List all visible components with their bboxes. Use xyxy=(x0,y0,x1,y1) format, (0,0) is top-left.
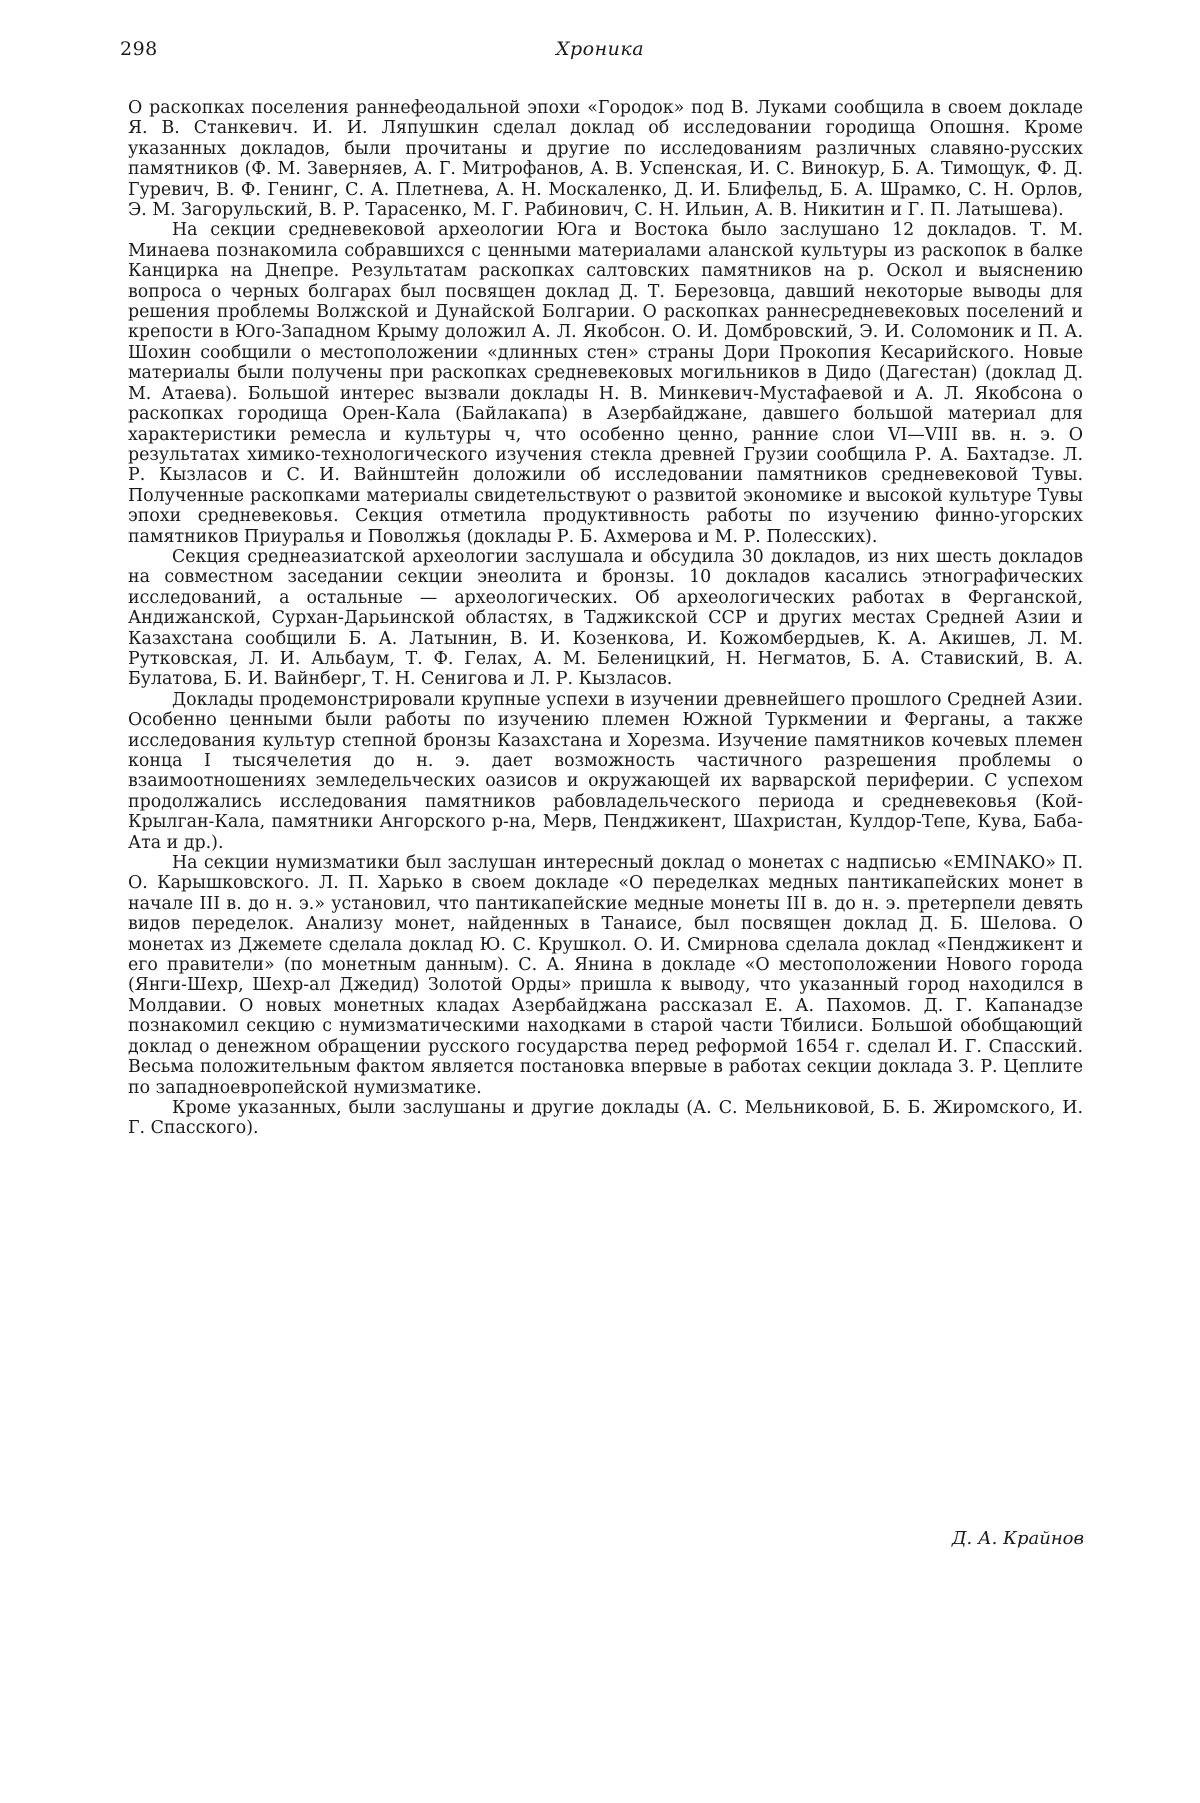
paragraph-central-asia-results: Доклады продемонстрировали крупные успехи в изучении древнейшего прошлого Средней Азии. Особенно ценными были работы по изучению племен Южной Туркмении и Ферганы, а также исследования культур степной бронзы Казахстана и Хорезма. Изучение памятников кочевых племен конца I тысячелетия до н. э. дает возможность частичного разрешения проблемы о взаимоотношениях земледельческих оазисов и окружающей их варварской периферии. С успехом продолжались исследования памятников рабовладельческого периода и средневековья (Кой-Крылган-Кала, памятники Ангорского р-на, Мерв, Пенджикент, Шахристан, Кулдор-Тепе, Кува, Баба-Ата и др.). xyxy=(128,689,1083,853)
paragraph-medieval-archaeology-section: На секции средневековой археологии Юга и Востока было заслушано 12 докладов. Т. М. Минаева познакомила собравшихся с ценными материалами аланской культуры из раскопок в балке Канцирка на Днепре. Результатам раскопках салтовских памятников на р. Оскол и выяснению вопроса о черных болгарах был посвящен доклад Д. Т. Березовца, давший некоторые выводы для решения проблемы Волжской и Дунайской Болгарии. О раскопках раннесредневековых поселений и крепости в Юго-Западном Крыму доложил А. Л. Якобсон. О. И. Домбровский, Э. И. Соломоник и П. А. Шохин сообщили о местоположении «длинных стен» страны Дори Прокопия Кесарийского. Новые материалы были получены при раскопках средневековых могильников в Дидо (Дагестан) (доклад Д. М. Атаева). Большой интерес вызвали доклады Н. В. Минкевич-Мустафаевой и А. Л. Якобсона о раскопках городища Орен-Кала (Байлакапа) в Азербайджане, давшего большой материал для характеристики ремесла и культуры ч, что особенно ценно, ранние слои VI—VIII вв. н. э. О результатах химико-технологического изучения стекла древней Грузии сообщила Р. А. Бахтадзе. Л. Р. Кызласов и С. И. Вайнштейн доложили об исследовании памятников средневековой Тувы. Полученные раскопками материалы свидетельствуют о развитой экономике и высокой культуре Тувы эпохи средневековья. Секция отметила продуктивность работы по изучению финно-угорских памятников Приуралья и Поволжья (доклады Р. Б. Ахмерова и М. Р. Полесских). xyxy=(128,220,1083,547)
paragraph-slavic-russian-monuments: О раскопках поселения раннефеодальной эпохи «Городок» под В. Луками сообщила в своем докладе Я. В. Станкевич. И. И. Ляпушкин сделал доклад об исследовании городища Опошня. Кроме указанных докладов, были прочитаны и другие по исследованиям различных славяно-русских памятников (Ф. М. Заверняев, А. Г. Митрофанов, А. В. Успенская, И. С. Винокур, Б. А. Тимощук, Ф. Д. Гуревич, В. Ф. Генинг, С. А. Плетнева, А. Н. Москаленко, Д. И. Блифельд, Б. А. Шрамко, С. Н. Орлов, Э. М. Загорульский, В. Р. Тарасенко, М. Г. Рабинович, С. Н. Ильин, А. В. Никитин и Г. П. Латышева). xyxy=(128,98,1083,221)
paragraph-central-asian-section: Секция среднеазиатской археологии заслушала и обсудила 30 докладов, из них шесть докладов на совместном заседании секции энеолита и бронзы. 10 докладов касались этнографических исследований, а остальные — археологических. Об археологических работах в Ферганской, Андижанской, Сурхан-Дарьинской областях, в Таджикской ССР и других местах Средней Азии и Казахстана сообщили Б. А. Латынин, В. И. Козенкова, И. Кожомбердыев, К. А. Акишев, Л. М. Рутковская, Л. И. Альбаум, Т. Ф. Гелах, А. М. Беленицкий, Н. Негматов, Б. А. Ставиский, В. А. Булатова, Б. И. Вайнберг, Т. Н. Сенигова и Л. Р. Кызласов. xyxy=(128,546,1083,690)
running-title: Хроника xyxy=(555,38,645,60)
article-body xyxy=(128,98,1083,1139)
running-head xyxy=(120,38,1080,70)
paragraph-numismatics-section: На секции нумизматики был заслушан интересный доклад о монетах с надписью «EMINAKO» П. О. Карышковского. Л. П. Харько в своем докладе «О переделках медных пантикапейских монет в начале III в. до н. э.» установил, что пантикапейские медные монеты III в. до н. э. претерпели девять видов переделок. Анализу монет, найденных в Танаисе, был посвящен доклад Д. Б. Шелова. О монетах из Джемете сделала доклад Ю. С. Крушкол. О. И. Смирнова сделала доклад «Пенджикент и его правители» (по монетным данным). С. А. Янина в докладе «О местоположении Нового города (Янги-Шехр, Шехр-ал Джедид) Золотой Орды» пришла к выводу, что указанный город находился в Молдавии. О новых монетных кладах Азербайджана рассказал Е. А. Пахомов. Д. Г. Капанадзе познакомил секцию с нумизматическими находками в старой части Тбилиси. Большой обобщающий доклад о денежном обращении русского государства перед реформой 1654 г. сделал И. Г. Спасский. Весьма положительным фактом является постановка впервые в работах секции доклада З. Р. Цеплите по западноевропейской нумизматике. xyxy=(128,853,1083,1098)
author-signature: Д. А. Крайнов xyxy=(951,1528,1084,1549)
paragraph-other-reports: Кроме указанных, были заслушаны и другие доклады (А. С. Мельниковой, Б. Б. Жиромского, И. Г. Спасского). xyxy=(128,1097,1083,1139)
page-number: 298 xyxy=(120,38,158,60)
